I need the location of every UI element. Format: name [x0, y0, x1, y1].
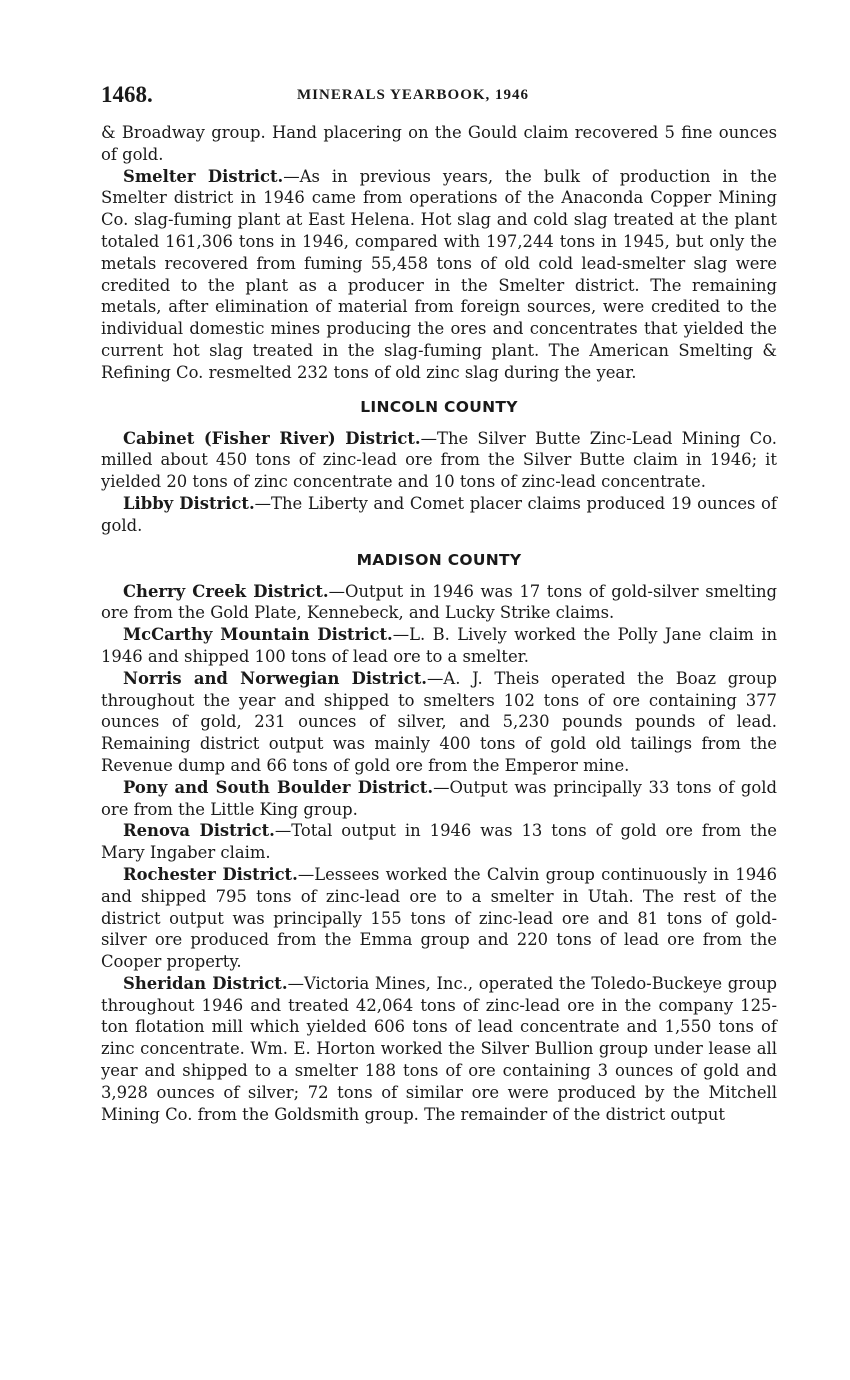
district-text: —A. J. Theis operated the Boaz group throughout the year and shipped to smelters 102 tons of ore containing 377 ounces of gold, 231 ounces of silver, and 5,230 pounds pounds of lead. Remaining district output was mainly 400 tons of gold old tailings from the Revenue dump and 66 tons of gold ore from the Emperor mine. — [101, 668, 777, 775]
sheridan-district-paragraph — [101, 973, 777, 1126]
district-name: Norris and Norwegian District. — [123, 668, 427, 688]
district-name: Sheridan District. — [123, 973, 288, 993]
district-text: —The Liberty and Comet placer claims produced 19 ounces of gold. — [101, 493, 777, 535]
district-text: —Victoria Mines, Inc., operated the Toledo-Buckeye group throughout 1946 and treated 42,064 tons of zinc-lead ore in the company 125-ton flotation mill which yielded 606 tons of lead concentrate and 1,550 tons of zinc concentrate. Wm. E. Horton worked the Silver Bullion group under lease all year and shipped to a smelter 188 tons of ore containing 3 ounces of gold and 3,928 ounces of silver; 72 tons of similar ore were produced by the Mitchell Mining Co. from the Goldsmith group. The remainder of the district output — [101, 973, 778, 1124]
district-name: Cherry Creek District. — [123, 581, 329, 601]
district-name: Pony and South Boulder District. — [123, 777, 434, 797]
lincoln-county-heading: LINCOLN COUNTY — [360, 397, 518, 416]
district-name: McCarthy Mountain District. — [123, 625, 393, 645]
renova-district-paragraph — [101, 820, 777, 864]
document-page — [101, 82, 777, 1125]
district-name: Renova District. — [123, 821, 275, 841]
district-name: Cabinet (Fisher River) District. — [123, 428, 421, 448]
district-name: Libby District. — [123, 493, 255, 513]
running-title: MINERALS YEARBOOK, 1946 — [297, 87, 530, 103]
cabinet-district-paragraph — [101, 428, 777, 493]
cherry-creek-district-paragraph — [101, 581, 777, 625]
district-text: —Lessees worked the Calvin group continuously in 1946 and shipped 795 tons of zinc-lead ore to a smelter in Utah. The rest of the district output was principally 155 tons of zinc-lead ore and 81 tons of gold-silver ore produced from the Emma group and 220 tons of lead ore from the Cooper property. — [101, 864, 777, 972]
norris-norwegian-district-paragraph — [101, 668, 777, 777]
district-text: —L. B. Lively worked the Polly Jane claim in 1946 and shipped 100 tons of lead ore to a smelter. — [101, 625, 777, 666]
smelter-district-paragraph — [101, 166, 777, 384]
district-name: Rochester District. — [123, 864, 298, 884]
district-text: —The Silver Butte Zinc-Lead Mining Co. milled about 450 tons of zinc-lead ore from the Silver Butte claim in 1946; it yielded 20 tons of zinc concentrate and 10 tons of zinc-lead concentrate. — [101, 428, 777, 492]
page-number: 1468. — [101, 82, 153, 107]
running-head — [101, 82, 777, 114]
district-text: —Total output in 1946 was 13 tons of gold ore from the Mary Ingaber claim. — [101, 821, 777, 863]
district-name: Smelter District. — [123, 166, 284, 186]
district-text: —Output was principally 33 tons of gold ore from the Little King group. — [101, 777, 777, 819]
pony-south-boulder-district-paragraph — [101, 777, 777, 821]
district-text: —Output in 1946 was 17 tons of gold-silver smelting ore from the Gold Plate, Kennebeck, and Lucky Strike claims. — [101, 581, 777, 623]
libby-district-paragraph — [101, 493, 777, 537]
mccarthy-mountain-district-paragraph — [101, 624, 777, 668]
district-text: —As in previous years, the bulk of production in the Smelter district in 1946 came from operations of the Anaconda Copper Mining Co. slag-fuming plant at East Helena. Hot slag and cold slag treated at the plant totaled 161,306 tons in 1946, compared with 197,244 tons in 1945, but only the metals recovered from fuming 55,458 tons of old cold lead-smelter slag were credited to the plant as a producer in the Smelter district. The remaining metals, after elimination of material from foreign sources, were credited to the individual domestic mines producing the ores and concentrates that yielded the current hot slag treated in the slag-fuming plant. The American Smelting & Refining Co. resmelted 232 tons of old zinc slag during the year. — [101, 166, 777, 382]
rochester-district-paragraph — [101, 864, 777, 973]
continuation-paragraph: & Broadway group. Hand placering on the Gould claim recovered 5 fine ounces of gold. — [101, 123, 777, 164]
madison-county-heading: MADISON COUNTY — [356, 550, 522, 569]
